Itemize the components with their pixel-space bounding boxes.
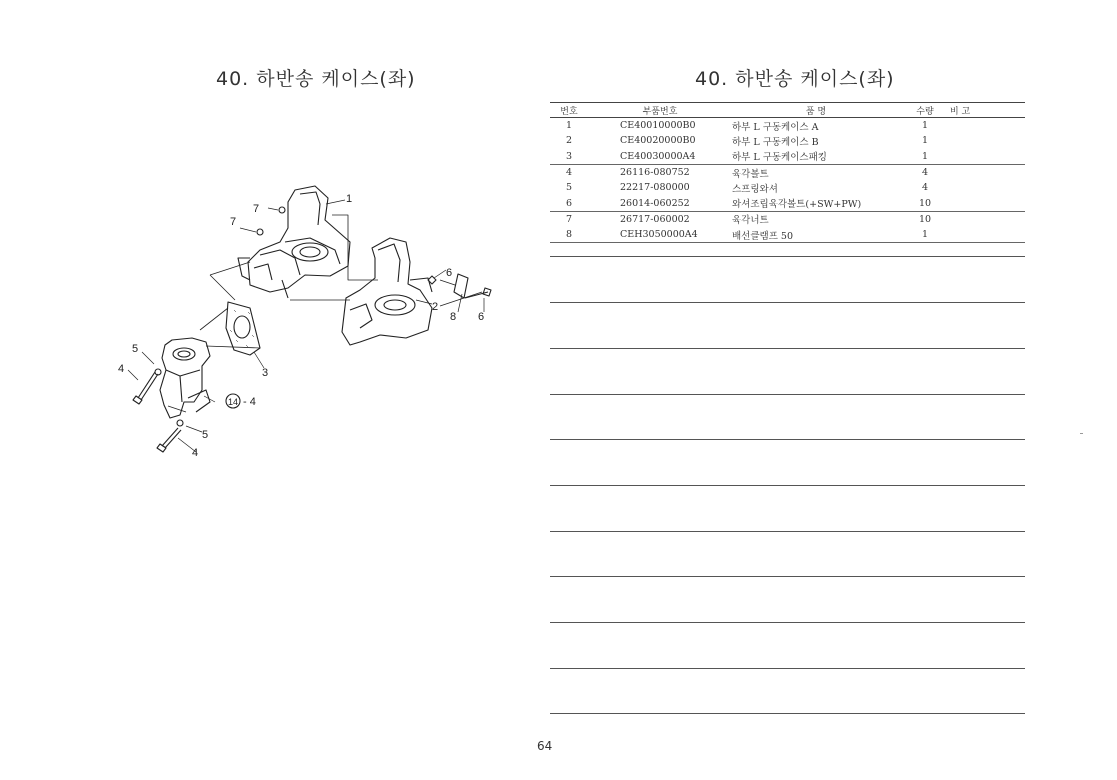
callout-14: 14 <box>228 397 239 407</box>
row-name: 하부 L 구동케이스패킹 <box>732 152 827 164</box>
col-header-remark: 비 고 <box>950 103 1025 118</box>
row-qty: 1 <box>921 150 929 162</box>
blank-rule <box>550 531 1025 532</box>
row-no: 7 <box>550 211 588 227</box>
table-row <box>550 133 1025 148</box>
leader-lines <box>128 200 484 452</box>
table-row <box>550 164 1025 180</box>
row-part-no: CE40030000A4 <box>620 150 696 162</box>
row-no: 2 <box>565 135 573 147</box>
row-remark <box>950 149 1025 165</box>
row-no: 3 <box>565 150 573 162</box>
callout-2: 2 <box>432 301 439 313</box>
callout-14-suffix: - 4 <box>243 396 256 408</box>
row-qty: 1 <box>900 227 950 243</box>
row-remark <box>950 211 1025 227</box>
callout-6-upper: 6 <box>446 267 453 279</box>
callout-5-upper: 5 <box>132 343 139 355</box>
callout-5-lower: 5 <box>202 429 209 441</box>
row-part-no: CEH3050000A4 <box>588 227 732 243</box>
row-qty: 1 <box>921 135 929 147</box>
row-remark <box>950 180 1025 195</box>
row-name: 육각너트 <box>732 211 900 227</box>
page-number: 64 <box>537 739 553 753</box>
row-part-no: 26014-060252 <box>620 197 690 209</box>
blank-rule <box>550 713 1025 714</box>
row-name: 스프링와셔 <box>732 183 778 195</box>
assembly-lines <box>168 215 485 412</box>
blank-rule <box>550 485 1025 486</box>
callout-4-upper: 4 <box>118 363 125 375</box>
blank-rule <box>550 622 1025 623</box>
callout-4-lower: 4 <box>192 447 199 459</box>
table-row <box>550 149 1025 165</box>
callout-6-right: 6 <box>478 311 485 323</box>
row-qty: 4 <box>900 164 950 180</box>
row-no: 1 <box>565 120 573 132</box>
row-name: 배선클램프 50 <box>732 227 900 243</box>
callout-8: 8 <box>450 311 457 323</box>
row-part-no: 22217-080000 <box>620 182 690 194</box>
row-part-no: CE40010000B0 <box>620 120 696 132</box>
page-title-right: 40. 하반송 케이스(좌) <box>695 68 895 90</box>
row-qty: 10 <box>900 211 950 227</box>
bolts-drawing <box>133 207 491 452</box>
row-qty: 10 <box>918 197 932 209</box>
col-header-part-no: 부품번호 <box>588 103 732 118</box>
row-name: 하부 L 구동케이스 A <box>732 121 819 133</box>
row-name: 하부 L 구동케이스 B <box>732 136 819 148</box>
page-title-left: 40. 하반송 케이스(좌) <box>216 68 416 90</box>
row-part-no: 26116-080752 <box>588 164 732 180</box>
table-row <box>550 227 1025 243</box>
blank-rule <box>550 668 1025 669</box>
row-remark <box>950 133 1025 148</box>
row-part-no: CE40020000B0 <box>620 135 696 147</box>
row-no: 4 <box>550 164 588 180</box>
row-remark <box>950 164 1025 180</box>
blank-rule <box>550 302 1025 303</box>
row-name: 와셔조립육각볼트(+SW+PW) <box>732 199 862 211</box>
row-no: 6 <box>565 197 573 209</box>
callout-7-top: 7 <box>253 203 260 215</box>
table-header-row <box>550 103 1025 118</box>
col-header-name: 품 명 <box>732 103 900 118</box>
row-qty: 1 <box>921 120 929 132</box>
lower-case-drawing <box>160 338 210 418</box>
callout-7: 7 <box>230 216 237 228</box>
parts-table <box>550 102 1025 243</box>
blank-rule <box>550 394 1025 395</box>
row-qty: 4 <box>921 182 929 194</box>
table-row <box>550 211 1025 227</box>
blank-rule <box>550 439 1025 440</box>
scan-mark <box>1080 433 1083 434</box>
row-remark <box>950 227 1025 243</box>
callout-1: 1 <box>346 193 353 205</box>
row-no: 8 <box>550 227 588 243</box>
row-remark <box>950 118 1025 134</box>
callout-3: 3 <box>262 367 269 379</box>
blank-rule <box>550 576 1025 577</box>
table-row <box>550 195 1025 211</box>
table-row <box>550 118 1025 134</box>
row-remark <box>950 195 1025 211</box>
blank-rule <box>550 256 1025 257</box>
exploded-parts-diagram <box>110 180 510 470</box>
case-b-drawing <box>342 238 432 345</box>
row-part-no: 26717-060002 <box>588 211 732 227</box>
table-row <box>550 180 1025 195</box>
blank-rule <box>550 348 1025 349</box>
row-name: 육각볼트 <box>732 164 900 180</box>
row-no: 5 <box>565 182 573 194</box>
col-header-no: 번호 <box>550 103 588 118</box>
col-header-qty: 수량 <box>900 103 950 118</box>
